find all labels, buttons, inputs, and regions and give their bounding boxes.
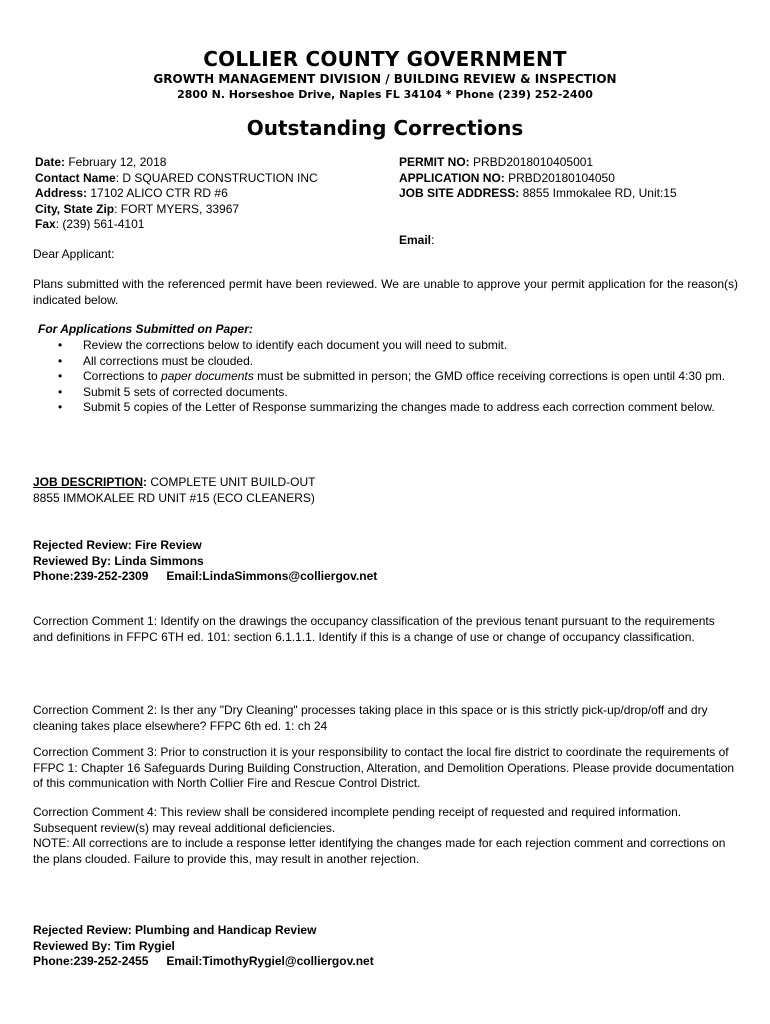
bullet-icon: • [58,353,63,368]
permit-value: PRBD2018010405001 [469,155,594,169]
job-description-value: COMPLETE UNIT BUILD-OUT [147,475,316,489]
contact-value: : D SQUARED CONSTRUCTION INC [115,170,318,185]
date-value: February 12, 2018 [65,155,167,169]
paper-submission-heading: For Applications Submitted on Paper: [38,322,253,336]
list-item [58,369,738,385]
plumbing-review-rejected: Rejected Review: Plumbing and Handicap Review [33,923,317,937]
correction-comment-1: Correction Comment 1: Identify on the drawings the occupancy classification of the previous tenant pursuant to the requirements and definitions in FFPC 6TH ed. 101: section 6.1.1.1. Identify if this is a change of use or change of occupancy classification. [33,614,715,644]
greeting: Dear Applicant: [33,247,115,261]
address-label: Address: [35,186,88,200]
jobsite-row [399,186,759,202]
email-row [399,233,759,249]
fax-label: Fax [35,217,56,231]
bullet-icon: • [58,369,63,383]
list-item [58,354,738,370]
paper-submission-list [58,338,738,416]
intro-paragraph: Plans submitted with the referenced permit have been reviewed. We are unable to approve your permit application for the reason(s) indicated below. [33,277,738,307]
date-label: Date: [35,155,66,169]
fire-review-rejected: Rejected Review: Fire Review [33,538,202,552]
application-label: APPLICATION NO: [399,170,505,185]
fire-reviewer: Reviewed By: Linda Simmons [33,553,204,568]
application-value: PRBD20180104050 [504,170,615,185]
city-row [35,202,385,218]
list-item-text-pre: Corrections to [83,369,162,383]
permit-row [399,155,759,171]
address-row [35,186,385,202]
contact-row [35,171,385,187]
plumbing-reviewer-contact [33,954,738,970]
email-value: : [431,232,435,247]
permit-label: PERMIT NO: [399,155,470,169]
list-item [58,400,738,416]
bullet-icon: • [58,338,63,352]
header-subtitle: GROWTH MANAGEMENT DIVISION / BUILDING REVIEW & INSPECTION [153,72,617,86]
header-address: 2800 N. Horseshoe Drive, Naples FL 34104 * Phone (239) 252-2400 [177,88,593,101]
fire-review-block [33,538,738,585]
plumbing-reviewer-email: Email:TimothyRygiel@colliergov.net [166,954,374,968]
job-description-label: JOB DESCRIPTION [33,475,144,489]
correction-note: NOTE: All corrections are to include a response letter identifying the changes made for each rejection comment and corrections on the plans clouded. Failure to provide this, may result in another rejection. [33,836,726,866]
fax-row [35,217,385,233]
correction-comment-4-line-2: Subsequent review(s) may reveal additional deficiencies. [33,820,336,835]
fire-reviewer-email: Email:LindaSimmons@colliergov.net [166,569,378,583]
list-item-text: All corrections must be clouded. [83,353,254,368]
application-row [399,171,759,187]
bullet-icon: • [58,384,63,399]
header-title: COLLIER COUNTY GOVERNMENT [203,47,567,71]
correction-comment-3: Correction Comment 3: Prior to construction it is your responsibility to contact the local fire district to coordinate the requirements of FFPC 1: Chapter 16 Safeguards During Building Construction, Alteration, and Demolition Operations. Please provide documentation of this communication with North Collier Fire and Rescue Control District. [33,745,735,790]
fire-reviewer-contact [33,569,738,585]
list-item [58,338,738,354]
job-description-line-2: 8855 IMMOKALEE RD UNIT #15 (ECO CLEANERS) [33,490,315,505]
jobsite-value: 8855 Immokalee RD, Unit:15 [519,186,677,200]
bullet-icon: • [58,400,63,414]
job-description [33,475,738,506]
document-title: Outstanding Corrections [246,116,524,140]
plumbing-review-block [33,923,738,970]
city-value: : FORT MYERS, 33967 [114,201,240,216]
fax-value: : (239) 561-4101 [55,217,145,231]
date-row [35,155,385,171]
jobsite-label: JOB SITE ADDRESS: [399,186,520,200]
plumbing-reviewer: Reviewed By: Tim Rygiel [33,938,175,953]
fire-reviewer-phone: Phone:239-252-2309 [33,569,149,583]
job-description-colon: : [143,475,148,489]
plumbing-reviewer-phone: Phone:239-252-2455 [33,954,149,968]
permit-info [399,155,759,248]
list-item-text: Submit 5 copies of the Letter of Response summarizing the changes made to address each correction comment below. [83,400,715,414]
list-item-text: Submit 5 sets of corrected documents. [83,384,288,399]
correction-comment-4-line-1: Correction Comment 4: This review shall be considered incomplete pending receipt of requested and required information. [33,805,682,819]
applicant-info [35,155,385,233]
list-item-emphasis: paper documents [161,369,254,383]
list-item-text-post: must be submitted in person; the GMD office receiving corrections is open until 4:30 pm. [253,369,726,383]
city-label: City, State Zip [35,201,115,216]
list-item [58,385,738,401]
correction-comment-4 [33,805,738,867]
address-value: 17102 ALICO CTR RD #6 [87,186,228,200]
correction-comment-2: Correction Comment 2: Is ther any "Dry Cleaning" processes taking place in this space or is this strictly pick-up/drop/off and dry cleaning takes place elsewhere? FFPC 6th ed. 1: ch 24 [33,703,708,733]
email-label: Email [399,232,432,247]
job-description-line-1 [33,475,738,491]
list-item-text: Review the corrections below to identify each document you will need to submit. [83,338,508,352]
contact-label: Contact Name [35,170,116,185]
